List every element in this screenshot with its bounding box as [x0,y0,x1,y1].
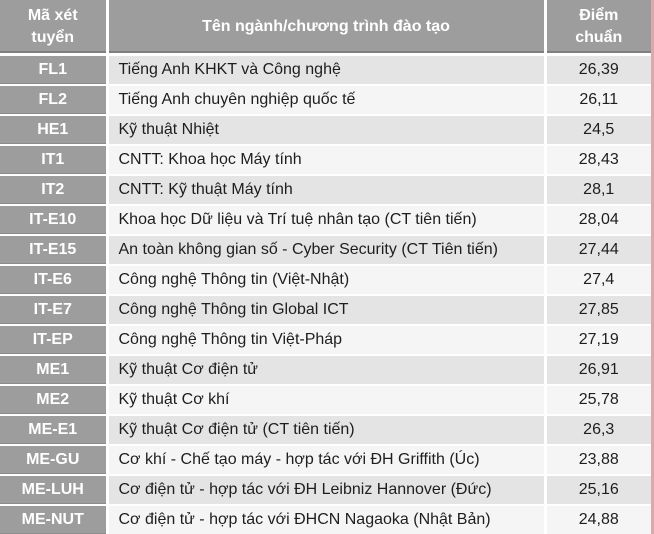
row-program-cell: Tiếng Anh KHKT và Công nghệ [107,55,545,86]
row-score-cell: 26,91 [545,355,651,385]
header-cell-program: Tên ngành/chương trình đào tạo [107,0,545,55]
row-program-cell: Cơ khí - Chế tạo máy - hợp tác với ĐH Griffith (Úc) [107,445,545,475]
row-code-cell: IT-E6 [0,265,107,295]
table-row [0,385,651,415]
table-header [0,0,651,55]
row-code-cell: IT-EP [0,325,107,355]
row-code-cell: IT-E10 [0,205,107,235]
row-program-cell: Kỹ thuật Cơ điện tử (CT tiên tiến) [107,415,545,445]
row-code-cell: ME-NUT [0,505,107,534]
row-score-cell: 27,4 [545,265,651,295]
row-code-cell: FL2 [0,85,107,115]
row-score-cell: 25,78 [545,385,651,415]
row-program-cell: Kỹ thuật Cơ khí [107,385,545,415]
row-score-cell: 23,88 [545,445,651,475]
row-code-cell: ME-GU [0,445,107,475]
row-code-cell: IT1 [0,145,107,175]
table-row [0,325,651,355]
row-code-cell: IT-E15 [0,235,107,265]
header-cell-code: Mã xét tuyển [0,0,107,55]
row-program-cell: Kỹ thuật Cơ điện tử [107,355,545,385]
row-program-cell: Cơ điện tử - hợp tác với ĐH Leibniz Hannover (Đức) [107,475,545,505]
header-row [0,0,651,55]
row-score-cell: 28,1 [545,175,651,205]
row-program-cell: Công nghệ Thông tin Việt-Pháp [107,325,545,355]
row-code-cell: IT-E7 [0,295,107,325]
table-row [0,295,651,325]
row-code-cell: ME2 [0,385,107,415]
row-score-cell: 27,85 [545,295,651,325]
row-program-cell: An toàn không gian số - Cyber Security (CT Tiên tiến) [107,235,545,265]
table-row [0,415,651,445]
row-score-cell: 24,88 [545,505,651,534]
table-row [0,505,651,534]
table-row [0,145,651,175]
table-row [0,115,651,145]
row-score-cell: 27,19 [545,325,651,355]
row-program-cell: Cơ điện tử - hợp tác với ĐHCN Nagaoka (Nhật Bản) [107,505,545,534]
table-row [0,475,651,505]
table-row [0,265,651,295]
row-code-cell: HE1 [0,115,107,145]
row-score-cell: 28,04 [545,205,651,235]
table-body [0,55,651,534]
row-score-cell: 25,16 [545,475,651,505]
row-program-cell: Tiếng Anh chuyên nghiệp quốc tế [107,85,545,115]
header-cell-score: Điểm chuẩn [545,0,651,55]
row-score-cell: 26,11 [545,85,651,115]
row-score-cell: 26,3 [545,415,651,445]
row-score-cell: 26,39 [545,55,651,86]
row-score-cell: 24,5 [545,115,651,145]
row-program-cell: Kỹ thuật Nhiệt [107,115,545,145]
table-row [0,355,651,385]
table-row [0,85,651,115]
row-program-cell: Công nghệ Thông tin (Việt-Nhật) [107,265,545,295]
row-program-cell: Khoa học Dữ liệu và Trí tuệ nhân tạo (CT tiên tiến) [107,205,545,235]
row-program-cell: CNTT: Kỹ thuật Máy tính [107,175,545,205]
row-program-cell: CNTT: Khoa học Máy tính [107,145,545,175]
table-row [0,55,651,86]
table-row [0,235,651,265]
row-code-cell: ME-LUH [0,475,107,505]
table-row [0,445,651,475]
table-row [0,205,651,235]
row-code-cell: FL1 [0,55,107,86]
table-row [0,175,651,205]
row-code-cell: ME-E1 [0,415,107,445]
row-score-cell: 27,44 [545,235,651,265]
row-code-cell: IT2 [0,175,107,205]
row-code-cell: ME1 [0,355,107,385]
row-program-cell: Công nghệ Thông tin Global ICT [107,295,545,325]
row-score-cell: 28,43 [545,145,651,175]
